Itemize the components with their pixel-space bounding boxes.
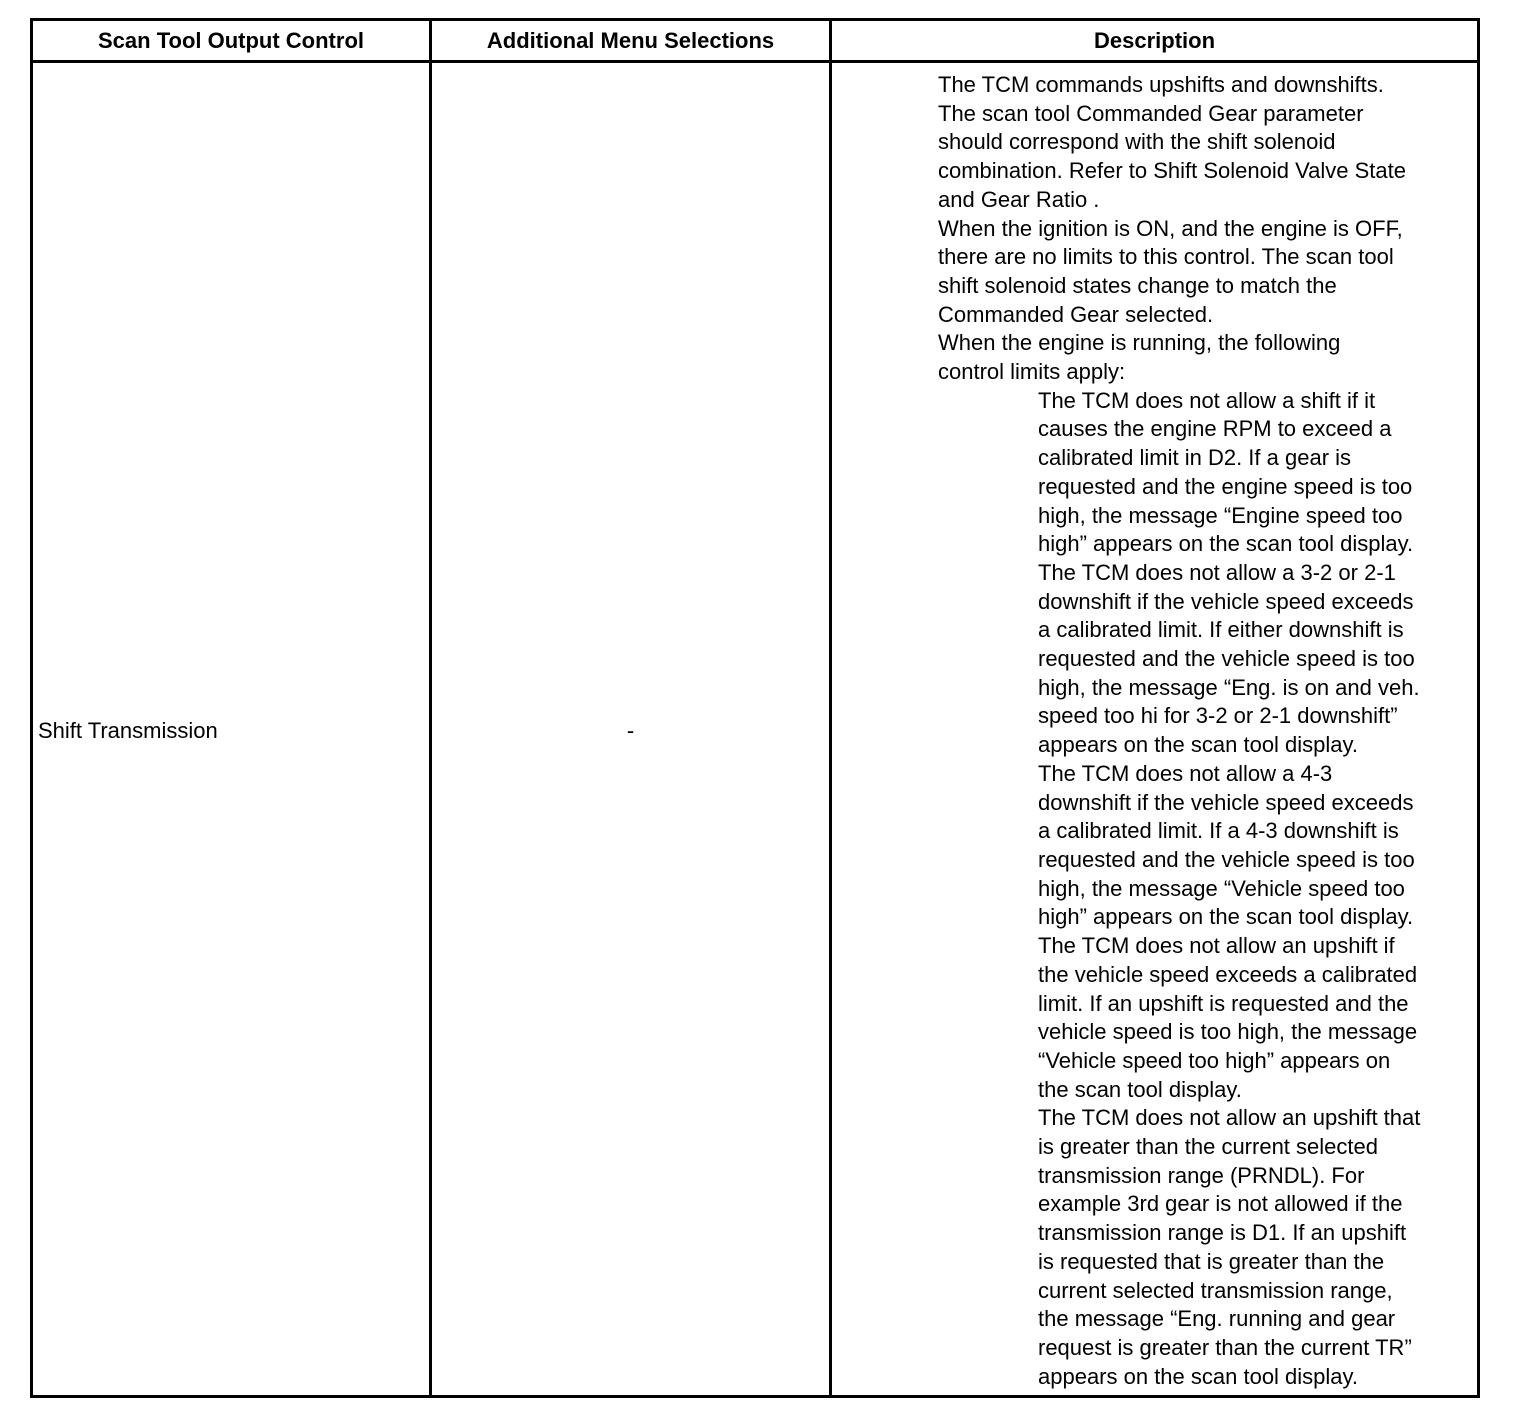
limit-upshift-range-line: is greater than the current selected (1038, 1134, 1378, 1160)
description-line: shift solenoid states change to match the (938, 272, 1337, 298)
limit-downshift-4-3-line: high, the message “Vehicle speed too (1038, 875, 1405, 901)
header-additional-menu-selections: Additional Menu Selections (486, 28, 775, 53)
limit-upshift-speed-line: “Vehicle speed too high” appears on (1038, 1047, 1391, 1073)
header-scan-tool-output-control: Scan Tool Output Control (98, 28, 364, 53)
limit-upshift-range-line: the message “Eng. running and gear (1038, 1306, 1396, 1332)
description-line: When the engine is running, the following (938, 330, 1341, 356)
limit-downshift-3-2-line: high, the message “Eng. is on and veh. (1038, 674, 1420, 700)
limit-downshift-3-2-line: downshift if the vehicle speed exceeds (1038, 588, 1414, 614)
limit-upshift-range-line: request is greater than the current TR” (1038, 1334, 1412, 1360)
cell-control-name: Shift Transmission (38, 718, 218, 743)
scan-tool-table (30, 18, 1480, 1398)
limit-engine-rpm-line: requested and the engine speed is too (1038, 473, 1413, 499)
description-line: The TCM commands upshifts and downshifts. (938, 72, 1384, 97)
limit-upshift-range-line: is requested that is greater than the (1038, 1248, 1385, 1274)
limit-downshift-3-2-line: The TCM does not allow a 3-2 or 2-1 (1038, 559, 1396, 585)
limit-downshift-3-2-line: requested and the vehicle speed is too (1038, 646, 1415, 672)
limit-engine-rpm-line: causes the engine RPM to exceed a (1038, 416, 1392, 442)
description-line: there are no limits to this control. The scan tool (938, 244, 1394, 270)
limit-downshift-4-3-line: a calibrated limit. If a 4-3 downshift is (1038, 818, 1399, 844)
cell-menu-selection: - (626, 718, 635, 743)
limit-downshift-3-2-line: appears on the scan tool display. (1038, 732, 1359, 758)
limit-upshift-speed-line: vehicle speed is too high, the message (1038, 1019, 1418, 1045)
limit-upshift-speed-line: The TCM does not allow an upshift if (1038, 933, 1395, 959)
limit-engine-rpm-line: calibrated limit in D2. If a gear is (1038, 445, 1352, 471)
description-line: should correspond with the shift solenoid (938, 129, 1336, 155)
limit-downshift-4-3-line: requested and the vehicle speed is too (1038, 846, 1415, 872)
cell-description (938, 71, 1420, 1391)
limit-downshift-4-3-line: The TCM does not allow a 4-3 (1038, 760, 1333, 786)
limit-upshift-speed-line: the scan tool display. (1038, 1076, 1242, 1102)
column-divider (829, 21, 832, 1395)
table-header-row (33, 21, 1477, 63)
limit-upshift-range-line: appears on the scan tool display. (1038, 1363, 1359, 1389)
description-line: The scan tool Commanded Gear parameter (938, 100, 1364, 126)
description-line: control limits apply: (938, 359, 1126, 385)
limit-upshift-speed-line: limit. If an upshift is requested and the (1038, 990, 1409, 1016)
limit-downshift-3-2-line: speed too hi for 3-2 or 2-1 downshift” (1038, 703, 1398, 729)
limit-upshift-speed-line: the vehicle speed exceeds a calibrated (1038, 961, 1418, 987)
limit-upshift-range-line: current selected transmission range, (1038, 1277, 1393, 1303)
limit-downshift-4-3-line: downshift if the vehicle speed exceeds (1038, 789, 1414, 815)
limit-upshift-range-line: example 3rd gear is not allowed if the (1038, 1191, 1403, 1217)
limit-downshift-3-2-line: a calibrated limit. If either downshift is (1038, 617, 1404, 643)
limit-engine-rpm-line: The TCM does not allow a shift if it (1038, 387, 1376, 413)
column-divider (429, 21, 432, 1395)
header-description: Description (1093, 28, 1216, 53)
limit-upshift-range-line: transmission range is D1. If an upshift (1038, 1220, 1407, 1246)
description-line: When the ignition is ON, and the engine is OFF, (938, 215, 1403, 241)
description-line: combination. Refer to Shift Solenoid Valve State (938, 158, 1406, 184)
limit-engine-rpm-line: high, the message “Engine speed too (1038, 502, 1403, 528)
limit-upshift-range-line: The TCM does not allow an upshift that (1038, 1105, 1421, 1131)
description-line: Commanded Gear selected. (938, 301, 1214, 327)
limit-downshift-4-3-line: high” appears on the scan tool display. (1038, 904, 1414, 930)
limit-upshift-range-line: transmission range (PRNDL). For (1038, 1162, 1365, 1188)
description-line: and Gear Ratio . (938, 186, 1100, 212)
limit-engine-rpm-line: high” appears on the scan tool display. (1038, 531, 1414, 557)
